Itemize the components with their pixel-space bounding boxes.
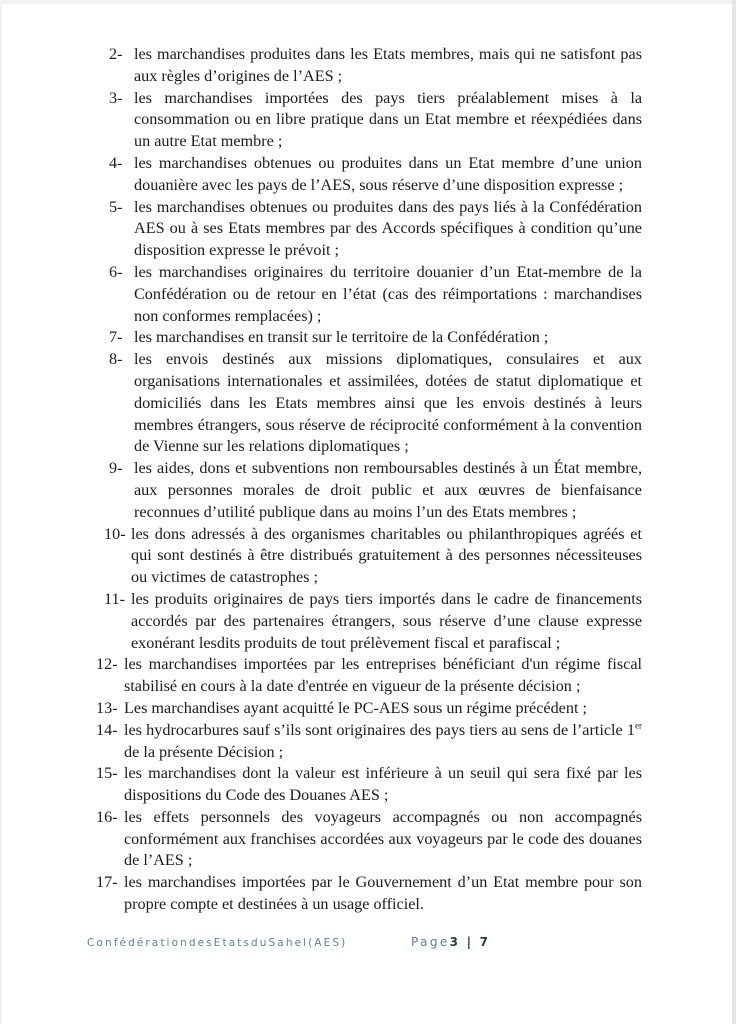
item-text: les marchandises dont la valeur est inférieure à un seuil qui sera fixé par les dispositions du Code des Douanes AES ; — [124, 764, 642, 805]
item-number: 15- — [96, 764, 118, 783]
list-item-13 — [0, 698, 736, 720]
item-number: 2- — [109, 45, 123, 63]
item-number: 10- — [104, 524, 126, 543]
list-item-7 — [0, 327, 736, 349]
list-item-15 — [0, 763, 736, 807]
item-number: 3- — [109, 88, 123, 107]
item-number: 5- — [109, 197, 123, 216]
item-text: les marchandises originaires du territoire douanier d’un Etat-membre de la Confédération ou de retour en l’état (cas des réimportations : marchandises non conformes remplacées) ; — [134, 262, 642, 325]
exemption-list — [0, 44, 736, 916]
item-text-part: de la présente Décision ; — [124, 742, 284, 761]
item-text: les marchandises importées par les entreprises bénéficiant d'un régime fiscal stabilisé en cours à la date d'entrée en vigueur de la présente décision ; — [124, 655, 642, 696]
footer-organization: ConfédérationdesEtatsduSahel(AES) — [87, 937, 348, 949]
page-separator: | — [466, 935, 474, 949]
list-item-6 — [0, 262, 736, 327]
ordinal-superscript: er — [635, 720, 642, 731]
item-number: 14- — [96, 720, 118, 739]
page-current: 3 — [449, 935, 461, 949]
item-text: les marchandises produites dans les Etats membres, mais qui ne satisfont pas aux règles d’origines de l’AES ; — [134, 45, 642, 85]
item-text-part: les hydrocarbures sauf s’ils sont originaires des pays tiers au sens de l’article 1 — [124, 720, 635, 739]
item-text: les marchandises importées des pays tiers préalablement mises à la consommation ou en libre pratique dans un Etat membre et réexpédiées dans un autre Etat membre ; — [134, 88, 642, 151]
list-item-17 — [0, 872, 736, 916]
item-text: les marchandises en transit sur le territoire de la Confédération ; — [134, 328, 549, 347]
item-text: les produits originaires de pays tiers importés dans le cadre de financements accordés par des partenaires étrangers, sous réserve d’une clause expresse exonérant lesdits produits de tout prélèvement fiscal et parafiscal ; — [131, 589, 642, 652]
item-text: les envois destinés aux missions diplomatiques, consulaires et aux organisations internationales et assimilées, dotées de statut diplomatique et domiciliés dans les Etats membres ainsi que les envois destinés à leurs membres étrangers, sous réserve de réciprocité conformément à la convention de Vienne sur les relations diplomatiques ; — [134, 350, 642, 456]
list-item-5 — [0, 197, 736, 262]
item-number: 7- — [109, 328, 123, 347]
item-number: 11- — [104, 589, 125, 608]
item-text: les aides, dons et subventions non remboursables destinés à un État membre, aux personnes morales de droit public et aux œuvres de bienfaisance reconnues d’utilité publique dans au moins l’un des Etats membres ; — [134, 459, 642, 521]
item-number: 4- — [109, 153, 123, 172]
page-total: 7 — [479, 935, 491, 949]
list-item-11 — [0, 589, 736, 654]
list-item-12 — [0, 654, 736, 698]
item-text: les dons adressés à des organismes charitables ou philanthropiques agréés et qui sont destinés à être distribués gratuitement à des personnes nécessiteuses ou victimes de catastrophes ; — [131, 524, 642, 587]
item-text: les effets personnels des voyageurs accompagnés ou non accompagnés conformément aux franchises accordées aux voyageurs par le code des douanes de l’AES ; — [124, 807, 642, 870]
list-item-10 — [0, 524, 736, 589]
item-text: les marchandises obtenues ou produites dans un Etat membre d’une union douanière avec les pays de l’AES, sous réserve d’une disposition expresse ; — [134, 153, 642, 194]
item-number: 9- — [109, 459, 123, 478]
item-text: Les marchandises ayant acquitté le PC-AES sous un régime précédent ; — [124, 698, 588, 717]
list-item-14 — [0, 720, 736, 764]
item-number: 8- — [109, 350, 123, 369]
item-number: 6- — [109, 262, 123, 281]
list-item-2 — [0, 44, 736, 88]
page-label: Page — [411, 935, 450, 949]
list-item-4 — [0, 153, 736, 197]
footer-page-number — [411, 935, 490, 949]
item-text — [124, 720, 642, 764]
item-text: les marchandises importées par le Gouvernement d’un Etat membre pour son propre compte et destinées à un usage officiel. — [124, 873, 642, 914]
item-number: 16- — [96, 807, 118, 826]
list-item-16 — [0, 807, 736, 872]
item-number: 17- — [96, 873, 118, 892]
list-item-3 — [0, 88, 736, 153]
list-item-9 — [0, 458, 736, 523]
item-number: 12- — [96, 655, 118, 674]
list-item-8 — [0, 349, 736, 458]
item-text: les marchandises obtenues ou produites dans des pays liés à la Confédération AES ou à ses Etats membres par des Accords spécifiques à condition qu’une disposition expresse le prévoit ; — [134, 197, 642, 260]
item-number: 13- — [96, 698, 118, 717]
